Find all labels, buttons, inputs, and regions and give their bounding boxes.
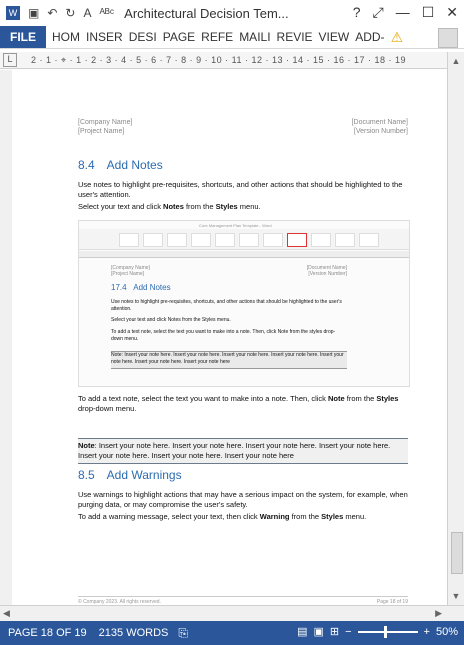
heading-8-5 [78,468,182,482]
heading-title: Add Warnings [106,468,182,482]
style-swatch [167,233,187,247]
document-page[interactable] [30,88,428,605]
horizontal-ruler[interactable] [0,52,464,69]
scroll-thumb[interactable] [451,532,463,574]
style-swatch [239,233,259,247]
proofing-icon[interactable]: ⎘ [178,625,188,640]
header-company: [Company Name] [78,119,133,126]
warning-icon[interactable]: ⚠ [390,28,404,45]
scroll-up-icon[interactable]: ▲ [451,56,461,66]
tab-design[interactable]: DESI [128,30,157,44]
heading-8-4 [78,158,163,172]
tab-insert[interactable]: INSER [86,30,123,44]
zoom-in-icon[interactable]: + [423,625,430,638]
embedded-screenshot [78,220,410,387]
undo-icon[interactable]: ↶ [47,6,58,20]
zoom-knob[interactable] [384,626,387,638]
note-text: : Insert your note here. Insert your note here. Insert your note here. Insert your note here. Insert your note here. Insert your note here. Insert your note here [78,441,391,460]
redo-icon[interactable]: ↻ [65,6,76,20]
style-swatch [143,233,163,247]
scroll-left-icon[interactable]: ◀ [3,608,10,618]
style-swatch [191,233,211,247]
tab-references[interactable]: REFE [201,30,234,44]
close-icon[interactable]: ✕ [446,4,458,20]
paragraph-warnings-intro: Use warnings to highlight actions that may have a serious impact on the system, for example, when purging data, or may compromise the user's safety. [78,490,408,509]
page-header [78,118,408,136]
embedded-page [79,259,409,386]
embedded-p3: To add a text note, select the text you want to make into a note. Then, click Note from the styles drop-down menu. [111,329,336,342]
tab-review[interactable]: REVIE [276,30,313,44]
tab-file[interactable]: FILE [0,26,46,48]
avatar[interactable] [438,28,458,48]
heading-title: Add Notes [106,158,163,172]
heading-number: 8.5 [78,468,95,482]
zoom-slider[interactable] [358,631,418,633]
embedded-p1: Use notes to highlight pre-requisites, shortcuts, and other actions that should be highlighted to the user's attention. [111,299,342,312]
help-icon[interactable]: ? [352,4,361,20]
tab-home[interactable]: HOM [52,30,80,44]
zoom-out-icon[interactable]: − [345,625,352,638]
heading-number: 8.4 [78,158,95,172]
maximize-icon[interactable]: ☐ [421,4,435,20]
style-swatch [359,233,379,247]
page-footer [78,596,408,605]
scroll-down-icon[interactable]: ▼ [451,591,461,601]
ruler-numbers: 2 · 1 · ⌖ · 1 · 2 · 3 · 4 · 5 · 6 · 7 · 8 · 9 · 10 · 11 · 12 · 13 · 14 · 15 · 16 · 17 · 18 · 19 [31,54,407,65]
embedded-p2: Select your text and click Notes from the Styles menu. [111,317,231,323]
paragraph-add-warning: To add a warning message, select your text, then click Warning from the Styles menu. [78,512,367,521]
zoom-level[interactable]: 50% [435,625,458,638]
ribbon-display-icon[interactable]: ⤢ [372,4,384,20]
print-layout-icon[interactable]: ▣ [313,626,324,638]
title-bar [0,0,464,26]
spelling-icon[interactable]: ᴬᴮᶜ [99,6,115,20]
embedded-heading: 17.4 Add Notes [111,283,171,292]
embedded-title: Core Management Plan Template - Word [199,223,272,228]
status-bar [0,621,464,645]
style-swatch [311,233,331,247]
footer-copyright: © Company 2023. All rights reserved. [78,599,161,605]
header-document: [Document Name] [351,119,408,126]
save-icon[interactable]: ▣ [28,6,40,20]
embedded-ribbon [79,229,409,250]
tab-add-ins[interactable]: ADD- [355,30,385,44]
scroll-right-icon[interactable]: ▶ [435,608,442,618]
ribbon-tabs [0,26,464,49]
footer-page-number: Page 18 of 19 [376,599,408,605]
window-controls [353,4,458,21]
paragraph-select-notes: Select your text and click Notes from the Styles menu. [78,202,261,211]
tab-mailings[interactable]: MAILI [239,30,271,44]
style-swatch-selected [287,233,307,247]
zoom-controls [297,625,458,638]
style-swatch [263,233,283,247]
tab-view[interactable]: VIEW [318,30,350,44]
embedded-ruler [79,251,409,258]
header-version: [Version Number] [353,128,408,135]
style-swatch [335,233,355,247]
word-count[interactable]: 2135 WORDS [98,627,169,639]
page-count[interactable]: PAGE 18 OF 19 [8,627,87,639]
minimize-icon[interactable]: — [395,4,410,20]
web-layout-icon[interactable]: ⊞ [329,626,340,638]
note-box [78,438,408,464]
word-icon[interactable]: W [6,6,20,20]
horizontal-scrollbar[interactable] [0,605,464,622]
tab-page-layout[interactable]: PAGE [162,30,196,44]
window-title: Architectural Decision Tem... [124,5,289,21]
vertical-scrollbar[interactable] [447,52,464,605]
embedded-header: [Company Name] [Project Name] [Document Name] [Version Number] [111,265,347,277]
font-color-icon[interactable]: A [83,6,92,20]
style-swatch [215,233,235,247]
read-mode-icon[interactable]: ▤ [297,626,308,638]
document-canvas [12,70,448,605]
header-project: [Project Name] [78,128,125,135]
note-label: Note [78,441,95,450]
embedded-note: Note: Insert your note here. Insert your note here. Insert your note here. Insert your note here. Insert your note here. Insert your note here. Insert your note here [111,351,347,369]
style-swatch [119,233,139,247]
paragraph-notes-intro: Use notes to highlight pre-requisites, shortcuts, and other actions that should be highlighted to the user's attention. [78,180,403,199]
paragraph-text-note: To add a text note, select the text you want to make into a note. Then, click Note from the Styles drop-down menu. [78,394,399,413]
tab-selector-icon[interactable]: L [3,53,17,67]
